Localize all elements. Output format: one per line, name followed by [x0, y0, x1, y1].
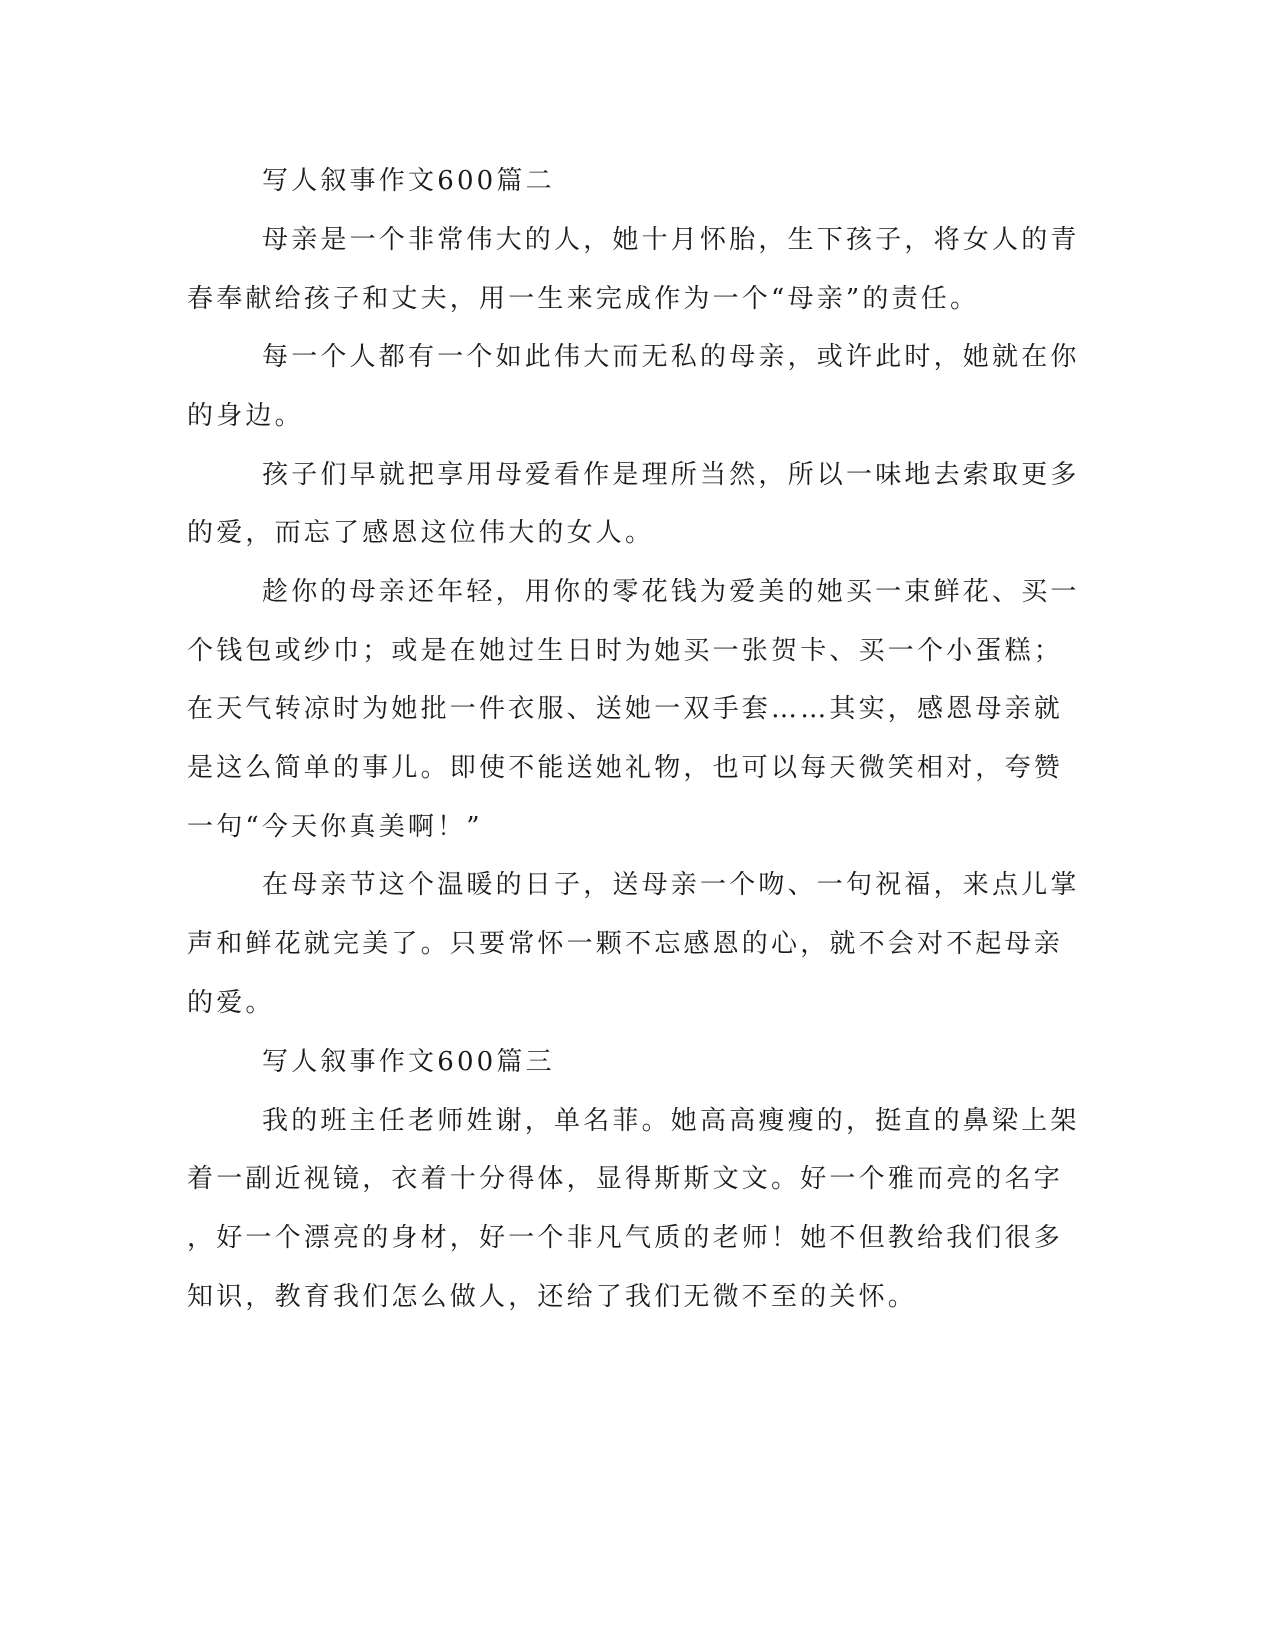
paragraph-5-line-1: 在母亲节这个温暖的日子，送母亲一个吻、一句祝福，来点儿掌 — [262, 870, 1080, 900]
paragraph-6-line-1: 我的班主任老师姓谢，单名菲。她高高瘦瘦的，挺直的鼻梁上架 — [262, 1106, 1080, 1136]
paragraph-1-line-1: 母亲是一个非常伟大的人，她十月怀胎，生下孩子，将女人的青 — [262, 225, 1080, 255]
paragraph-5-line-3: 的爱。 — [187, 988, 275, 1018]
paragraph-1-line-2: 春奉献给孩子和丈夫，用一生来完成作为一个“母亲”的责任。 — [187, 284, 980, 314]
paragraph-4-line-1: 趁你的母亲还年轻，用你的零花钱为爱美的她买一束鲜花、买一 — [262, 577, 1080, 607]
paragraph-4-line-4: 是这么简单的事儿。即使不能送她礼物，也可以每天微笑相对，夸赞 — [187, 753, 1064, 783]
paragraph-3-line-2: 的爱，而忘了感恩这位伟大的女人。 — [187, 518, 655, 548]
paragraph-2-line-2: 的身边。 — [187, 401, 304, 431]
paragraph-3-line-1: 孩子们早就把享用母爱看作是理所当然，所以一味地去索取更多 — [262, 460, 1080, 490]
paragraph-2-line-1: 每一个人都有一个如此伟大而无私的母亲，或许此时，她就在你 — [262, 342, 1080, 372]
paragraph-4-line-3: 在天气转凉时为她批一件衣服、送她一双手套……其实，感恩母亲就 — [187, 694, 1064, 724]
paragraph-4-line-5: 一句“今天你真美啊！” — [187, 812, 483, 842]
paragraph-5-line-2: 声和鲜花就完美了。只要常怀一颗不忘感恩的心，就不会对不起母亲 — [187, 929, 1064, 959]
section-heading-3: 写人叙事作文600篇三 — [262, 1047, 555, 1077]
section-heading-2: 写人叙事作文600篇二 — [262, 166, 555, 196]
paragraph-4-line-2: 个钱包或纱巾；或是在她过生日时为她买一张贺卡、买一个小蛋糕； — [187, 636, 1064, 666]
paragraph-6-line-3: ，好一个漂亮的身材，好一个非凡气质的老师！她不但教给我们很多 — [187, 1223, 1064, 1253]
paragraph-6-line-2: 着一副近视镜，衣着十分得体，显得斯斯文文。好一个雅而亮的名字 — [187, 1164, 1064, 1194]
paragraph-6-line-4: 知识，教育我们怎么做人，还给了我们无微不至的关怀。 — [187, 1282, 918, 1312]
